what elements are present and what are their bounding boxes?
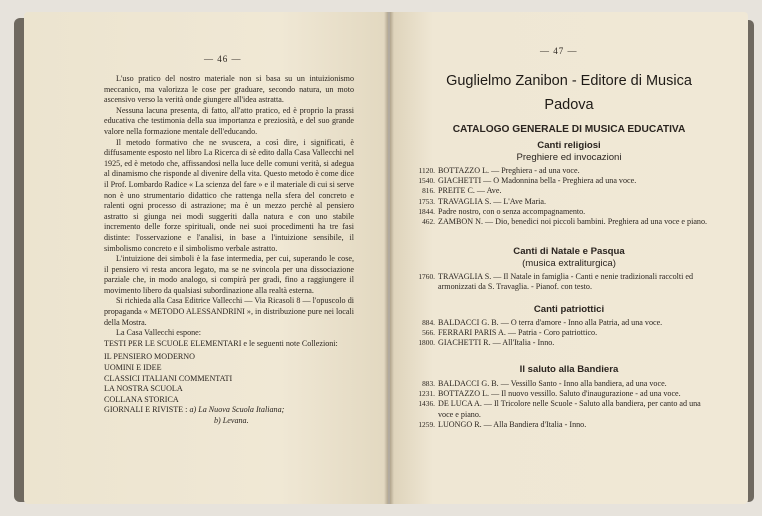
right-page xyxy=(390,12,748,504)
catalog-list xyxy=(418,318,710,349)
section-title: Canti religiosi xyxy=(537,140,601,151)
catalog-entry xyxy=(418,196,710,207)
catalog-title: CATALOGO GENERALE DI MUSICA EDUCATIVA xyxy=(452,124,686,135)
collection-item: LA NOSTRA SCUOLA xyxy=(104,384,183,394)
section-title: Canti di Natale e Pasqua xyxy=(513,246,625,257)
catalog-entry xyxy=(422,318,710,328)
journal-b: b) Levana. xyxy=(214,416,249,425)
left-page xyxy=(24,12,388,504)
section-heading xyxy=(390,304,748,316)
section-heading xyxy=(390,140,748,164)
section-subtitle: Preghiere ed invocazioni xyxy=(516,152,622,163)
collection-item: IL PENSIERO MODERNO xyxy=(104,352,195,362)
catalog-entry xyxy=(422,186,710,196)
book-gutter xyxy=(384,12,394,504)
entry-text: Padre nostro, con o senza accompagnamento. xyxy=(438,206,586,216)
collection-item: CLASSICI ITALIANI COMMENTATI xyxy=(104,373,233,383)
collection-list xyxy=(104,352,354,426)
entry-text: DE LUCA A. — Il Tricolore nelle Scuole - Saluto alla bandiera, per canto ad una voce e piano. xyxy=(438,399,701,419)
page-number-right: — 47 — xyxy=(540,46,578,56)
paragraph: L'intuizione dei simboli è la fase intermedia, per cui, superando le cose, il pensiero vi resta ancora legato, ma se ne svincola per una dissociazione parziale che, in modo analogo, si compirà per gradi, fino a raggiungere il movimento libero da qualsiasi subordinazione alla realtà esterna. xyxy=(104,254,354,295)
catalog-entry xyxy=(418,166,710,176)
collections-intro: TESTI PER LE SCUOLE ELEMENTARI e le seguenti note Collezioni: xyxy=(104,338,338,348)
entry-text: PREITE C. — Ave. xyxy=(438,186,502,196)
section-subtitle: (musica extraliturgica) xyxy=(522,258,616,269)
entry-text: BALDACCI G. B. — O terra d'amore - Inno alla Patria, ad una voce. xyxy=(438,318,663,327)
entry-text: BALDACCI G. B. — Vessillo Santo - Inno alla bandiera, ad una voce. xyxy=(438,379,667,388)
entry-text: LUONGO R. — Alla Bandiera d'Italia - Inno. xyxy=(438,419,587,429)
catalog-entry xyxy=(422,379,710,389)
paragraph: Si richieda alla Casa Editrice Vallecchi — Via Ricasoli 8 — l'opuscolo di propaganda « METODO ALESSANDRINI », in distribuzione pure nei locali della Mostra. xyxy=(104,296,354,327)
entry-number: 816. xyxy=(422,186,435,196)
entry-text: TRAVAGLIA S. — Il Natale in famiglia - Canti e nenie tradizionali raccolti ed armonizzati da S. Travaglia. - Pianof. con testo. xyxy=(438,272,694,292)
page-number-left: — 46 — xyxy=(204,54,242,64)
entry-number: 883. xyxy=(422,379,435,388)
journals-line-2 xyxy=(104,416,354,427)
entry-text: BOTTAZZO L. — Preghiera - ad una voce. xyxy=(438,166,580,175)
paragraph: La Casa Vallecchi espone: xyxy=(116,328,202,338)
section-heading xyxy=(390,246,748,270)
catalog-entry xyxy=(422,328,710,338)
catalog-entry xyxy=(418,419,710,430)
entry-number: 1844. xyxy=(418,206,435,216)
entry-text: FERRARI PARIS A. — Patria - Coro patriottico. xyxy=(438,328,598,338)
section-title: Il saluto alla Bandiera xyxy=(519,364,619,375)
entry-number: 566. xyxy=(422,328,435,338)
left-page-text xyxy=(104,74,354,427)
paragraph: Il metodo formativo che ne svuscera, a così dire, i significati, è diffusamente esposto nel libro La Ricerca di sè edito dalla Casa Vallecchi nel 1925, ed è metodo che, affissandosi nella luce delle comuni verità, si adegua al dinamismo che risponde al divenire della vita. Questo metodo è come dice il Prof. Lombardo Radice « La scienza del fare » e il materiale di cui si serve non è uno strumentario didattico che rattenga nella sfera del concreto e ralenti ogni processo di astrazione; ma è un mezzo perchè al pensiero astratto si giunga nei modi suggeriti dalla natura e con uno stabile incremento delle forze spirituali, onde nei suoi procedimenti ha tre fasi distinte: l'osservazione e l'analisi, in base a l'intuizione sensibile, il simbolismo concreto e il simbolismo verbale astratto. xyxy=(104,137,354,253)
entry-number: 1259. xyxy=(418,419,435,429)
section-heading xyxy=(390,364,748,376)
publisher-city: Padova xyxy=(544,97,594,113)
catalog-entry xyxy=(422,217,710,227)
catalog-entry xyxy=(418,389,710,399)
paragraph: Nessuna lacuna presenta, di fatto, all'atto pratico, ed è proprio la prassi educativa che testimonia della sua importanza e preziosità, e del suo grande valore nella formazione mentale dell'educando. xyxy=(104,105,354,136)
entry-number: 1753. xyxy=(418,196,435,206)
journals-line xyxy=(104,405,354,416)
section-title: Canti patriottici xyxy=(533,304,605,315)
entry-text: GIACHETTI R. — All'Italia - Inno. xyxy=(438,338,555,348)
entry-number: 1120. xyxy=(418,166,435,175)
catalog-entry xyxy=(418,272,710,292)
entry-number: 884. xyxy=(422,318,435,327)
entry-text: GIACHETTI — O Madonnina bella - Preghiera ad una voce. xyxy=(438,176,637,186)
catalog-entry xyxy=(418,399,710,419)
journals-label: GIORNALI E RIVISTE : xyxy=(104,405,188,415)
catalog-list xyxy=(418,272,710,292)
entry-number: 1436. xyxy=(418,399,435,409)
publisher-title: Guglielmo Zanibon - Editore di Musica xyxy=(446,73,692,89)
entry-number: 1800. xyxy=(418,338,435,348)
collection-item: UOMINI E IDEE xyxy=(104,363,162,373)
entry-text: BOTTAZZO L. — Il nuovo vessillo. Saluto d'inaugurazione - ad una voce. xyxy=(438,389,681,399)
catalog-list xyxy=(418,166,710,227)
journal-a: a) La Nuova Scuola Italiana; xyxy=(189,405,285,415)
entry-number: 1760. xyxy=(418,272,435,281)
entry-text: TRAVAGLIA S. — L'Ave Maria. xyxy=(438,196,547,206)
entry-number: 1540. xyxy=(418,176,435,186)
collection-item: COLLANA STORICA xyxy=(104,394,179,404)
catalog-list xyxy=(418,379,710,430)
entry-number: 1231. xyxy=(418,389,435,399)
paragraph: L'uso pratico del nostro materiale non si basa su un intuizionismo meccanico, ma valorizza le cose per graduare, secondo natura, un moto ascensivo verso la verità onde giungere all'idea astratta. xyxy=(104,74,354,105)
catalog-entry xyxy=(418,176,710,186)
entry-text: ZAMBON N. — Dio, benedici noi piccoli bambini. Preghiera ad una voce e piano. xyxy=(438,217,708,227)
catalog-entry xyxy=(418,338,710,348)
entry-number: 462. xyxy=(422,217,435,227)
catalog-entry xyxy=(418,206,710,217)
